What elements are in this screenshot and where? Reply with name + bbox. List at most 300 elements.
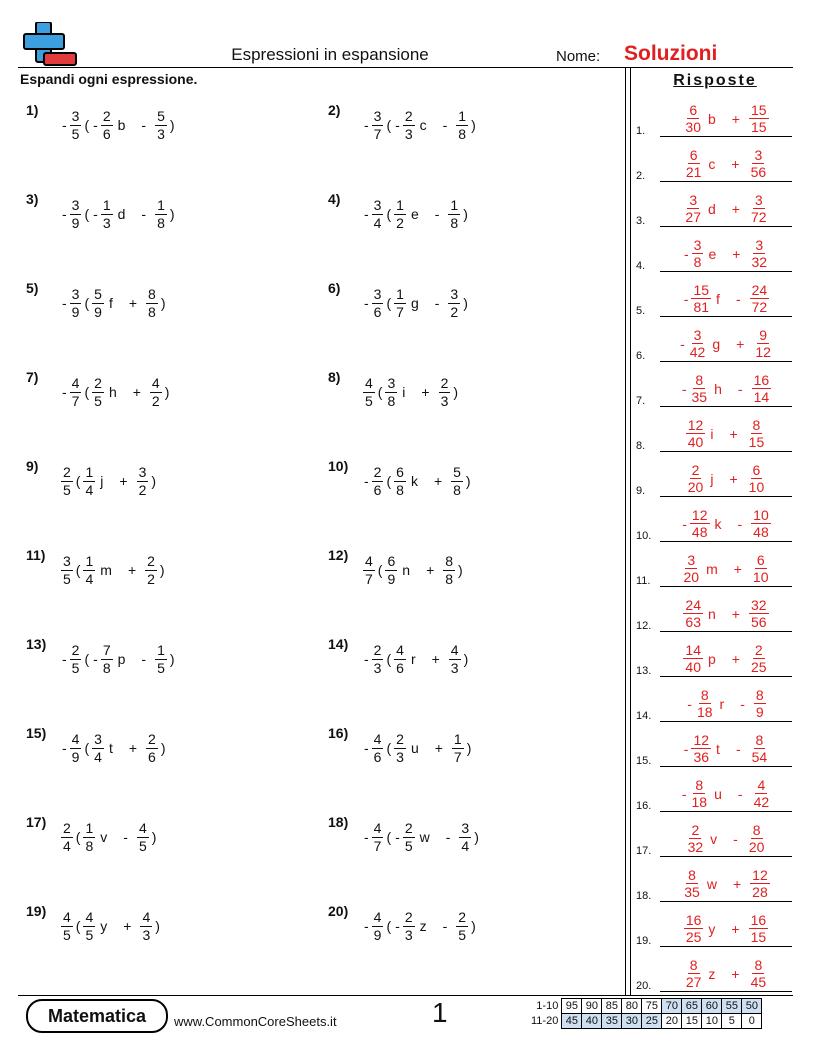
denominator: 6 (373, 303, 382, 320)
answer-coefficient (688, 327, 708, 360)
sign: - (682, 515, 687, 532)
answer-item (636, 545, 794, 589)
numerator: 6 (387, 552, 396, 569)
answer-coefficient (686, 462, 706, 495)
variable: d (117, 206, 126, 222)
answer-expression (660, 507, 792, 540)
variable: p (708, 650, 716, 667)
variable: i (402, 384, 406, 400)
close-paren: ) (471, 918, 476, 934)
numerator: 3 (94, 730, 102, 747)
denominator: 20 (748, 839, 765, 855)
sign: - (62, 384, 67, 400)
denominator: 4 (85, 481, 94, 498)
variable: u (410, 740, 419, 756)
inner-fraction (394, 286, 406, 321)
operator: + (731, 605, 740, 622)
answer-expression (660, 237, 792, 270)
operator: - (737, 515, 743, 532)
answer-line (660, 271, 792, 272)
answer-constant (749, 597, 769, 630)
constant-fraction (456, 909, 468, 944)
problem-item (328, 189, 470, 239)
numerator: 1 (157, 641, 165, 658)
name-label: Nome: (556, 48, 601, 65)
numerator: 2 (94, 374, 102, 391)
operator: - (141, 206, 147, 222)
numerator: 2 (148, 730, 156, 747)
inner-fraction (83, 909, 95, 944)
outer-fraction (372, 197, 384, 232)
close-paren: ) (471, 117, 476, 133)
constant-fraction (140, 909, 152, 944)
numerator: 2 (691, 462, 700, 478)
score-cell: 60 (702, 999, 722, 1014)
answer-item (636, 365, 794, 409)
answer-expression (660, 597, 792, 630)
variable: u (714, 785, 722, 802)
inner-fraction (394, 197, 406, 232)
numerator: 1 (102, 196, 111, 213)
answer-constant (747, 822, 767, 855)
variable: c (708, 155, 716, 172)
numerator: 1 (157, 196, 165, 213)
denominator: 5 (458, 926, 467, 943)
denominator: 8 (445, 570, 454, 587)
inner-fraction (385, 553, 397, 588)
numerator: 6 (396, 463, 404, 480)
inner-fraction (101, 642, 113, 677)
answer-number: 14. (636, 710, 652, 722)
numerator: 4 (396, 641, 404, 658)
constant-fraction (448, 286, 460, 321)
denominator: 54 (751, 749, 768, 765)
numerator: 5 (157, 107, 165, 124)
operator: - (442, 117, 448, 133)
answer-constant (752, 777, 772, 810)
open-paren: ( (386, 473, 392, 489)
answer-expression (660, 147, 792, 180)
denominator: 2 (151, 392, 160, 409)
denominator: 5 (94, 392, 102, 409)
numerator: 2 (404, 107, 413, 124)
operator: - (434, 206, 440, 222)
answer-coefficient (682, 867, 702, 900)
denominator: 6 (373, 481, 382, 498)
denominator: 5 (85, 926, 94, 943)
problem-number: 5) (26, 280, 39, 296)
numerator: 3 (450, 285, 459, 302)
numerator: 3 (689, 192, 698, 208)
answer-line (660, 676, 792, 677)
denominator: 3 (142, 926, 151, 943)
answer-line (660, 451, 792, 452)
score-row (528, 1014, 762, 1029)
open-paren: ( (84, 295, 90, 311)
constant-fraction (146, 286, 158, 321)
answer-constant (750, 732, 770, 765)
numerator: 2 (754, 642, 763, 658)
denominator: 4 (85, 570, 94, 587)
sign: - (93, 206, 98, 222)
answer-constant (753, 327, 773, 360)
constant-fraction (150, 375, 162, 410)
score-cell: 65 (682, 999, 702, 1014)
variable: t (108, 740, 113, 756)
inner-fraction (403, 909, 415, 944)
score-cell: 80 (622, 999, 642, 1014)
answer-number: 2. (636, 170, 646, 182)
column-divider (630, 68, 631, 995)
denominator: 20 (683, 569, 700, 585)
answer-expression (660, 777, 792, 810)
inner-fraction (385, 375, 397, 410)
outer-fraction (70, 286, 82, 321)
constant-fraction (145, 553, 157, 588)
numerator: 4 (757, 777, 766, 793)
denominator: 45 (750, 974, 767, 990)
score-cell: 90 (582, 999, 602, 1014)
constant-fraction (456, 108, 468, 143)
numerator: 4 (138, 819, 147, 836)
inner-fraction (101, 108, 113, 143)
denominator: 6 (148, 748, 156, 765)
numerator: 3 (461, 819, 470, 836)
denominator: 9 (71, 303, 80, 320)
answer-item (636, 905, 794, 949)
numerator: 15 (693, 282, 710, 298)
problem-item (26, 812, 158, 862)
denominator: 5 (157, 659, 165, 676)
numerator: 8 (445, 552, 454, 569)
denominator: 18 (691, 794, 708, 810)
operator: - (740, 695, 745, 712)
numerator: 3 (754, 192, 763, 208)
sign: - (364, 918, 369, 934)
constant-fraction (146, 731, 158, 766)
sign: - (364, 295, 369, 311)
answer-number: 10. (636, 530, 652, 542)
numerator: 3 (755, 237, 764, 253)
denominator: 9 (71, 214, 80, 231)
answer-constant (751, 507, 771, 540)
open-paren: ( (386, 740, 392, 756)
variable: m (706, 560, 718, 577)
denominator: 5 (63, 481, 71, 498)
open-paren: ( (75, 562, 81, 578)
problem-number: 3) (26, 191, 39, 207)
numerator: 3 (373, 285, 382, 302)
score-cell: 45 (562, 1014, 582, 1029)
answer-expression (660, 417, 792, 450)
answer-expression (660, 867, 792, 900)
operator: + (421, 384, 430, 400)
sign: - (680, 335, 685, 352)
answer-expression (660, 732, 792, 765)
numerator: 8 (752, 417, 761, 433)
inner-fraction (92, 375, 104, 410)
problem-item (26, 100, 177, 150)
denominator: 5 (138, 837, 147, 854)
variable: w (419, 829, 430, 845)
numerator: 2 (404, 908, 413, 925)
score-cell: 50 (742, 999, 762, 1014)
denominator: 35 (691, 389, 708, 405)
problem-item (328, 545, 465, 595)
denominator: 42 (689, 344, 706, 360)
numerator: 2 (458, 908, 467, 925)
variable: j (710, 470, 714, 487)
answer-item (636, 500, 794, 544)
score-cell: 20 (662, 1014, 682, 1029)
numerator: 5 (453, 463, 461, 480)
denominator: 63 (685, 614, 701, 630)
answer-number: 12. (636, 620, 652, 632)
numerator: 8 (689, 957, 698, 973)
answer-coefficient (684, 912, 704, 945)
answer-coefficient (684, 957, 704, 990)
answer-item (636, 680, 794, 724)
sign: - (364, 206, 369, 222)
variable: m (100, 562, 112, 578)
numerator: 1 (85, 819, 94, 836)
numerator: 4 (450, 641, 459, 658)
score-cell: 75 (642, 999, 662, 1014)
sign: - (687, 695, 692, 712)
numerator: 6 (752, 462, 761, 478)
numerator: 1 (396, 196, 404, 213)
constant-fraction (439, 375, 451, 410)
constant-fraction (449, 642, 461, 677)
denominator: 27 (685, 209, 701, 225)
variable: r (410, 651, 416, 667)
answer-constant (749, 102, 769, 135)
denominator: 3 (396, 748, 404, 765)
close-paren: ) (151, 829, 157, 845)
denominator: 8 (396, 481, 404, 498)
answer-constant (749, 957, 769, 990)
close-paren: ) (159, 562, 165, 578)
operator: - (737, 785, 743, 802)
close-paren: ) (453, 384, 459, 400)
denominator: 9 (373, 926, 382, 943)
answer-line (660, 496, 792, 497)
answer-item (636, 95, 794, 139)
numerator: 4 (365, 374, 373, 391)
variable: p (117, 651, 126, 667)
problem-item (26, 278, 167, 328)
numerator: 2 (440, 374, 449, 391)
numerator: 2 (63, 463, 71, 480)
inner-fraction (83, 553, 95, 588)
denominator: 21 (685, 164, 702, 180)
problem-number: 9) (26, 458, 39, 474)
operator: - (141, 117, 147, 133)
denominator: 8 (387, 392, 396, 409)
sign: - (93, 117, 98, 133)
numerator: 3 (693, 327, 702, 343)
answer-item (636, 320, 794, 364)
denominator: 35 (684, 884, 700, 900)
numerator: 4 (63, 908, 71, 925)
denominator: 48 (691, 524, 708, 540)
problem-item (328, 278, 470, 328)
inner-fraction (403, 108, 415, 143)
inner-fraction (92, 731, 104, 766)
answer-line (660, 721, 792, 722)
denominator: 6 (373, 748, 382, 765)
operator: - (735, 290, 741, 307)
answer-expression (660, 642, 792, 675)
answer-coefficient (684, 147, 704, 180)
numerator: 4 (71, 730, 80, 747)
denominator: 4 (63, 837, 71, 854)
sign: - (62, 206, 67, 222)
denominator: 3 (450, 659, 459, 676)
close-paren: ) (169, 651, 175, 667)
denominator: 8 (102, 659, 111, 676)
answer-coefficient (691, 732, 711, 765)
numerator: 4 (373, 908, 382, 925)
denominator: 4 (373, 214, 382, 231)
variable: n (402, 562, 411, 578)
answer-number: 19. (636, 935, 652, 947)
answer-coefficient (686, 417, 706, 450)
denominator: 7 (373, 837, 382, 854)
score-cell: 25 (642, 1014, 662, 1029)
denominator: 7 (453, 748, 462, 765)
problem-item (26, 545, 167, 595)
problem-number: 16) (328, 725, 349, 741)
answer-coefficient (690, 507, 710, 540)
open-paren: ( (75, 829, 81, 845)
score-cell: 35 (602, 1014, 622, 1029)
denominator: 8 (85, 837, 94, 854)
close-paren: ) (164, 384, 170, 400)
numerator: 2 (373, 463, 382, 480)
operator: + (729, 470, 738, 487)
variable: f (716, 290, 720, 307)
constant-fraction (448, 197, 460, 232)
inner-fraction (394, 642, 406, 677)
answer-line (660, 541, 792, 542)
numerator: 2 (396, 730, 404, 747)
close-paren: ) (463, 295, 468, 311)
sign: - (364, 117, 369, 133)
numerator: 8 (695, 372, 704, 388)
denominator: 36 (693, 749, 710, 765)
score-row (528, 999, 762, 1014)
answer-number: 13. (636, 665, 652, 677)
answer-number: 4. (636, 260, 646, 272)
numerator: 32 (750, 597, 767, 613)
answers-title: Risposte (673, 72, 757, 89)
sign: - (62, 295, 67, 311)
problem-number: 6) (328, 280, 341, 296)
answer-coefficient (695, 687, 715, 720)
operator: + (128, 295, 138, 311)
denominator: 7 (396, 303, 404, 320)
sign: - (93, 651, 98, 667)
operator: - (434, 295, 440, 311)
operator: + (731, 155, 740, 172)
numerator: 1 (396, 285, 404, 302)
variable: i (710, 425, 714, 442)
variable: d (708, 200, 716, 217)
answer-coefficient (692, 237, 704, 270)
answer-number: 11. (636, 575, 651, 587)
operator: + (731, 965, 740, 982)
score-cell: 5 (722, 1014, 742, 1029)
variable: j (100, 473, 104, 489)
answer-coefficient (691, 282, 711, 315)
score-row-label: 1-10 (536, 1000, 559, 1012)
denominator: 48 (753, 524, 769, 540)
numerator: 2 (373, 641, 382, 658)
answer-line (660, 631, 792, 632)
problem-number: 11) (26, 547, 46, 563)
operator: + (123, 918, 132, 934)
answer-item (636, 815, 794, 859)
site-url: www.CommonCoreSheets.it (174, 1014, 337, 1029)
denominator: 3 (157, 125, 165, 142)
numerator: 16 (750, 912, 767, 928)
variable: t (716, 740, 720, 757)
score-cell: 40 (582, 1014, 602, 1029)
problem-number: 17) (26, 814, 47, 830)
operator: + (729, 425, 738, 442)
denominator: 3 (404, 926, 413, 943)
denominator: 9 (755, 704, 764, 720)
problem-number: 14) (328, 636, 349, 652)
variable: v (710, 830, 718, 847)
numerator: 12 (693, 732, 710, 748)
constant-fraction (155, 108, 167, 143)
variable: w (706, 875, 717, 892)
answer-item (636, 185, 794, 229)
denominator: 12 (755, 344, 771, 360)
outer-fraction (61, 909, 73, 944)
answer-line (660, 136, 792, 137)
answer-item (636, 410, 794, 454)
numerator: 8 (752, 822, 761, 838)
denominator: 2 (450, 303, 459, 320)
outer-fraction (70, 375, 82, 410)
constant-fraction (155, 197, 167, 232)
constant-fraction (137, 820, 149, 855)
numerator: 2 (147, 552, 155, 569)
score-cell: 95 (562, 999, 582, 1014)
close-paren: ) (160, 295, 166, 311)
numerator: 2 (102, 107, 111, 124)
denominator: 40 (687, 434, 704, 450)
sign: - (62, 117, 67, 133)
numerator: 4 (151, 374, 160, 391)
denominator: 56 (750, 614, 767, 630)
operator: + (426, 562, 435, 578)
numerator: 8 (688, 867, 696, 883)
answer-constant (749, 642, 769, 675)
variable: g (712, 335, 721, 352)
numerator: 1 (85, 463, 94, 480)
denominator: 3 (404, 125, 413, 142)
denominator: 7 (365, 570, 373, 587)
operator: - (445, 829, 451, 845)
answer-expression (660, 462, 792, 495)
answer-expression (660, 687, 792, 720)
answer-item (636, 140, 794, 184)
open-paren: ( (84, 206, 90, 222)
